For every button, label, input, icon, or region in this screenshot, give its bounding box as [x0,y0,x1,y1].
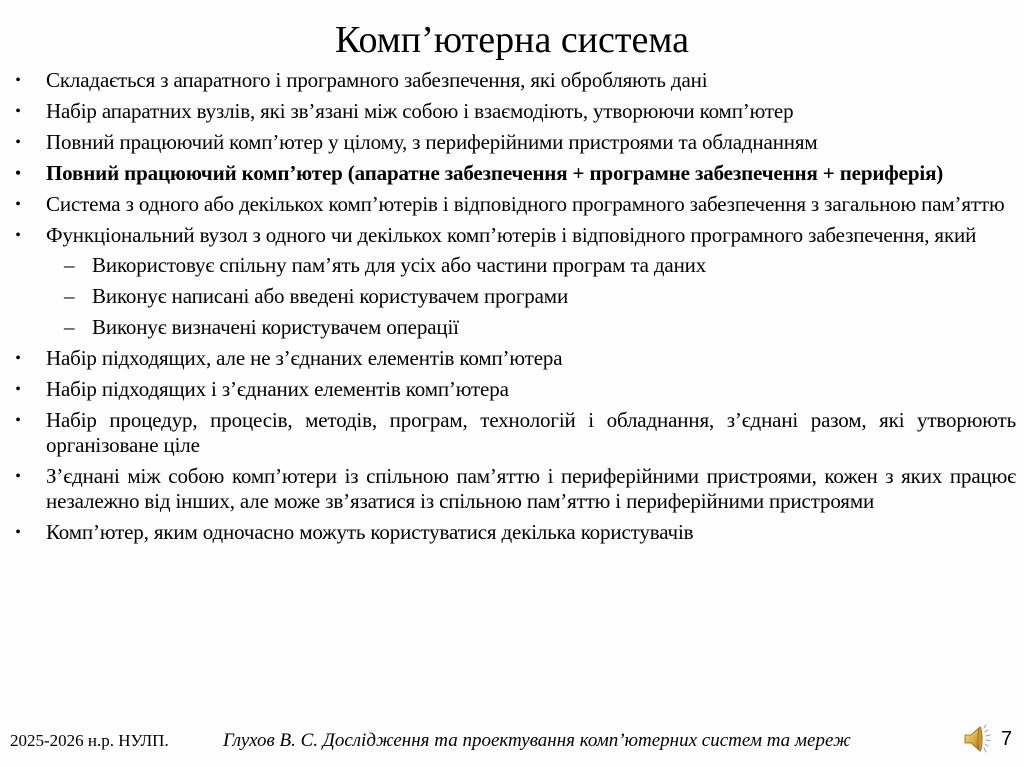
dash-icon: – [64,253,75,277]
footer-course-title: Глухов В. С. Дослідження та проектування комп’ютерних систем та мереж [223,730,851,751]
sub-list-item [46,284,1016,309]
sub-list-item-text: Використовує спільну пам’ять для усіх або частини програм та даних [92,253,707,277]
list-item-text: Повний працюючий комп’ютер у цілому, з периферійними пристроями та обладнанням [46,130,818,154]
list-item-text: Набір підходящих і з’єднаних елементів комп’ютера [46,377,509,401]
sub-list-item [46,253,1016,278]
dash-icon: – [64,315,75,339]
bullet-icon: • [15,412,21,429]
list-item-text: Система з одного або декількох комп’ютерів і відповідного програмного забезпечення з загальною пам’яттю [46,192,1005,216]
list-item [8,68,1016,93]
list-item [8,192,1016,217]
list-item [8,346,1016,371]
list-item [8,130,1016,155]
sub-list [46,253,1016,340]
sub-list-item-text: Виконує написані або введені користувачем програми [92,284,569,308]
list-item [8,377,1016,402]
list-item-text: Складається з апаратного і програмного забезпечення, які обробляють дані [46,68,708,92]
bullet-icon: • [15,227,21,244]
sub-list-item-text: Виконує визначені користувачем операції [92,315,459,339]
list-item-text: Набір підходящих, але не з’єднаних елементів комп’ютера [46,346,563,370]
list-item [8,408,1016,458]
bullet-icon: • [15,524,21,541]
list-item [8,520,1016,545]
bullet-icon: • [15,350,21,367]
bullet-list [8,68,1016,545]
bullet-icon: • [15,165,21,182]
speaker-icon[interactable] [962,722,996,756]
bullet-icon: • [15,196,21,213]
list-item-text: Повний працюючий комп’ютер (апаратне забезпечення + програмне забезпечення + периферія) [46,161,944,185]
bullet-icon: • [15,468,21,485]
list-item-text: Функціональний вузол з одного чи декількох комп’ютерів і відповідного програмного забезпечення, який [46,223,977,247]
dash-icon: – [64,284,75,308]
list-item-text: Набір процедур, процесів, методів, програм, технологій і обладнання, з’єднані разом, які утворюють організоване ціле [46,408,1016,457]
bullet-icon: • [15,134,21,151]
list-item [8,99,1016,124]
list-item-highlighted [8,161,1016,186]
footer-academic-year: 2025-2026 н.р. НУЛП. [10,731,169,750]
list-item [8,223,1016,340]
list-item-text: З’єднані між собою комп’ютери із спільною пам’яттю і периферійними пристроями, кожен з яких працює незалежно від інших, але може зв’язатися із спільною пам’яттю і периферійними пристроями [46,464,1016,513]
slide-title: Комп’ютерна система [334,19,690,61]
slide-content [8,68,1016,551]
sub-list-item [46,315,1016,340]
list-item [8,464,1016,514]
list-item-text: Комп’ютер, яким одночасно можуть користуватися декілька користувачів [46,520,694,544]
list-item-text: Набір апаратних вузлів, які зв’язані між собою і взаємодіють, утворюючи комп’ютер [46,99,794,123]
slide-number: 7 [1001,728,1013,750]
bullet-icon: • [15,103,21,120]
bullet-icon: • [15,381,21,398]
bullet-icon: • [15,72,21,89]
